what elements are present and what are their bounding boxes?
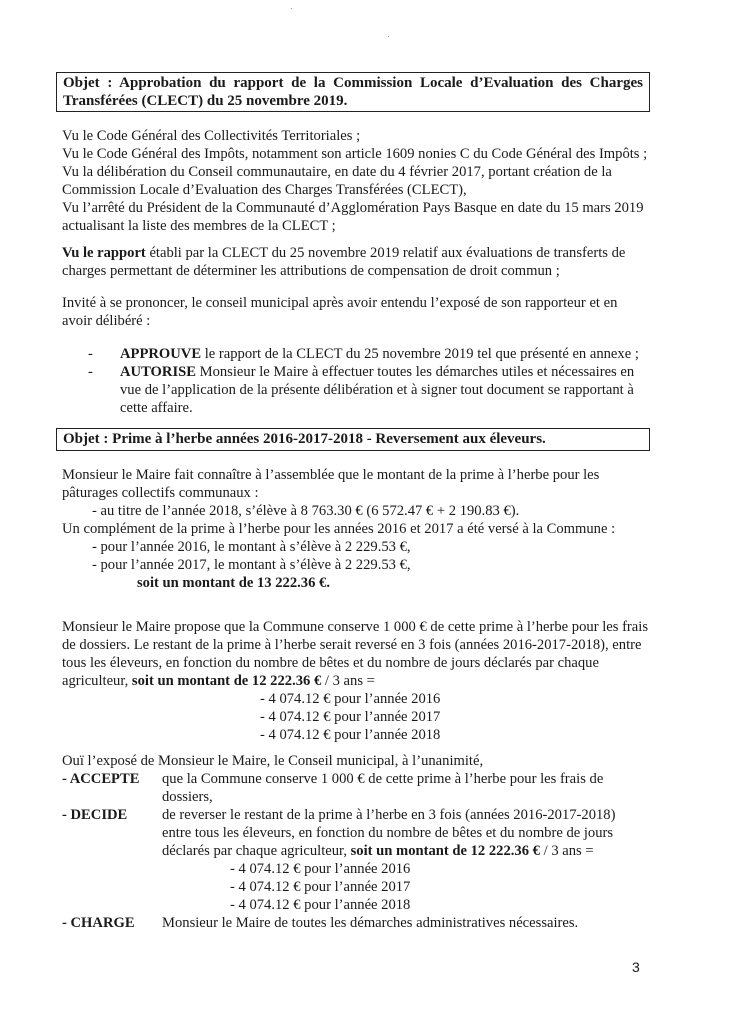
- list-dash: -: [88, 346, 93, 362]
- approuve-text: le rapport de la CLECT du 25 novembre 2019 tel que présenté en annexe ;: [201, 346, 639, 362]
- list-item: [62, 363, 650, 417]
- decision-block: [62, 752, 650, 932]
- proposal-line1: Monsieur le Maire propose que la Commune conserve 1 000 € de cette prime à l’herbe pour les frais: [62, 619, 648, 635]
- charge-text: Monsieur le Maire de toutes les démarches administratives nécessaires.: [162, 915, 579, 931]
- accepte-line2: dossiers,: [162, 789, 213, 805]
- complement-total: soit un montant de 13 222.36 €.: [137, 575, 330, 591]
- autorise-line2: vue de l’application de la présente délibération et à signer tout document se rapportant à: [120, 382, 634, 398]
- charge-row: [62, 914, 650, 932]
- invite-line2: avoir délibéré :: [62, 313, 151, 329]
- accepte-term: - ACCEPTE: [62, 771, 140, 787]
- prime-paragraph: [62, 466, 650, 592]
- rapport-paragraph: [62, 244, 650, 280]
- amount-line: - 4 074.12 € pour l’année 2017: [260, 709, 441, 725]
- section2-title-box: [56, 428, 650, 451]
- section2-title: Objet : Prime à l’herbe années 2016-2017-2018 - Reversement aux éleveurs.: [63, 431, 546, 447]
- amount-line: - 4 074.12 € pour l’année 2018: [260, 727, 441, 743]
- proposal-line4a: agriculteur,: [62, 673, 132, 689]
- list-item: [62, 345, 650, 363]
- complement-line3: - pour l’année 2017, le montant à s’élève à 2 229.53 €,: [92, 557, 411, 573]
- rapport-line1: établi par la CLECT du 25 novembre 2019 relatif aux évaluations de transferts de: [145, 245, 626, 261]
- decide-amount: soit un montant de 12 222.36 €: [350, 843, 540, 859]
- decide-term: - DECIDE: [62, 807, 128, 823]
- vu-line: Vu la délibération du Conseil communautaire, en date du 4 février 2017, portant création de la: [62, 164, 612, 180]
- decide-line1: de reverser le restant de la prime à l’herbe en 3 fois (années 2016-2017-2018): [162, 807, 616, 823]
- vu-line: Vu l’arrêté du Président de la Communauté d’Agglomération Pays Basque en date du 15 mars 2019: [62, 200, 644, 216]
- autorise-line1: Monsieur le Maire à effectuer toutes les démarches utiles et nécessaires en: [195, 364, 635, 380]
- charge-term: - CHARGE: [62, 915, 135, 931]
- decide-row: [62, 806, 650, 914]
- decide-line3a: déclarés par chaque agriculteur,: [162, 843, 351, 859]
- section1-title-box: [56, 72, 650, 112]
- proposal-line2: de dossiers. Le restant de la prime à l’herbe serait reversé en 3 fois (années 2016-2017-2018), entre: [62, 637, 642, 653]
- decide-amount-line: - 4 074.12 € pour l’année 2016: [230, 861, 411, 877]
- accepte-row: [62, 770, 650, 806]
- complement-line2: - pour l’année 2016, le montant à s’élève à 2 229.53 €,: [92, 539, 411, 555]
- rapport-line2: charges permettant de déterminer les attributions de compensation de droit commun ;: [62, 263, 560, 279]
- proposal-line4c: / 3 ans =: [321, 673, 375, 689]
- autorise-bold: AUTORISE: [120, 364, 196, 380]
- section1-title-line2: Transférées (CLECT) du 25 novembre 2019.: [63, 93, 348, 109]
- page-number: 3: [632, 959, 640, 975]
- scan-speck: [388, 36, 389, 37]
- proposal-amount: soit un montant de 12 222.36 €: [131, 673, 322, 689]
- vu-line: Vu le Code Général des Collectivités Territoriales ;: [62, 128, 361, 144]
- invite-paragraph: [62, 294, 650, 330]
- proposal-paragraph: [62, 618, 650, 744]
- prime-line2: pâturages collectifs communaux :: [62, 485, 259, 501]
- decide-line2: entre tous les éleveurs, en fonction du nombre de bêtes et du nombre de jours: [162, 825, 614, 841]
- vu-line: Commission Locale d’Evaluation des Charges Transférées (CLECT),: [62, 182, 467, 198]
- approuve-bold: APPROUVE: [120, 346, 202, 362]
- prime-line1: Monsieur le Maire fait connaître à l’assemblée que le montant de la prime à l’herbe pour les: [62, 467, 600, 483]
- section1-title-line1: Objet : Approbation du rapport de la Commission Locale d’Evaluation des Charges: [63, 75, 643, 91]
- decide-amount-line: - 4 074.12 € pour l’année 2018: [230, 897, 411, 913]
- proposal-line3: tous les éleveurs, en fonction du nombre de bêtes et du nombre de jours déclarés par chaque: [62, 655, 599, 671]
- amount-line: - 4 074.12 € pour l’année 2016: [260, 691, 441, 707]
- rapport-bold: Vu le rapport: [62, 245, 146, 261]
- invite-line1: Invité à se prononcer, le conseil municipal après avoir entendu l’exposé de son rapporteur et en: [62, 295, 618, 311]
- oui-line: Ouï l’exposé de Monsieur le Maire, le Conseil municipal, à l’unanimité,: [62, 753, 484, 769]
- list-dash: -: [88, 364, 93, 380]
- decision-list: [62, 345, 650, 417]
- decide-line3c: / 3 ans =: [539, 843, 594, 859]
- decide-amount-line: - 4 074.12 € pour l’année 2017: [230, 879, 411, 895]
- vu-block: [62, 127, 650, 235]
- scan-speck: [291, 8, 292, 9]
- complement-line1: Un complément de la prime à l’herbe pour les années 2016 et 2017 a été versé à la Commune :: [62, 521, 616, 537]
- vu-line: actualisant la liste des membres de la CLECT ;: [62, 218, 336, 234]
- prime-line3: - au titre de l’année 2018, s’élève à 8 763.30 € (6 572.47 € + 2 190.83 €).: [92, 503, 520, 519]
- accepte-line1: que la Commune conserve 1 000 € de cette prime à l’herbe pour les frais de: [162, 771, 604, 787]
- autorise-line3: cette affaire.: [120, 400, 193, 416]
- vu-line: Vu le Code Général des Impôts, notamment son article 1609 nonies C du Code Général des Impôts ;: [62, 146, 648, 162]
